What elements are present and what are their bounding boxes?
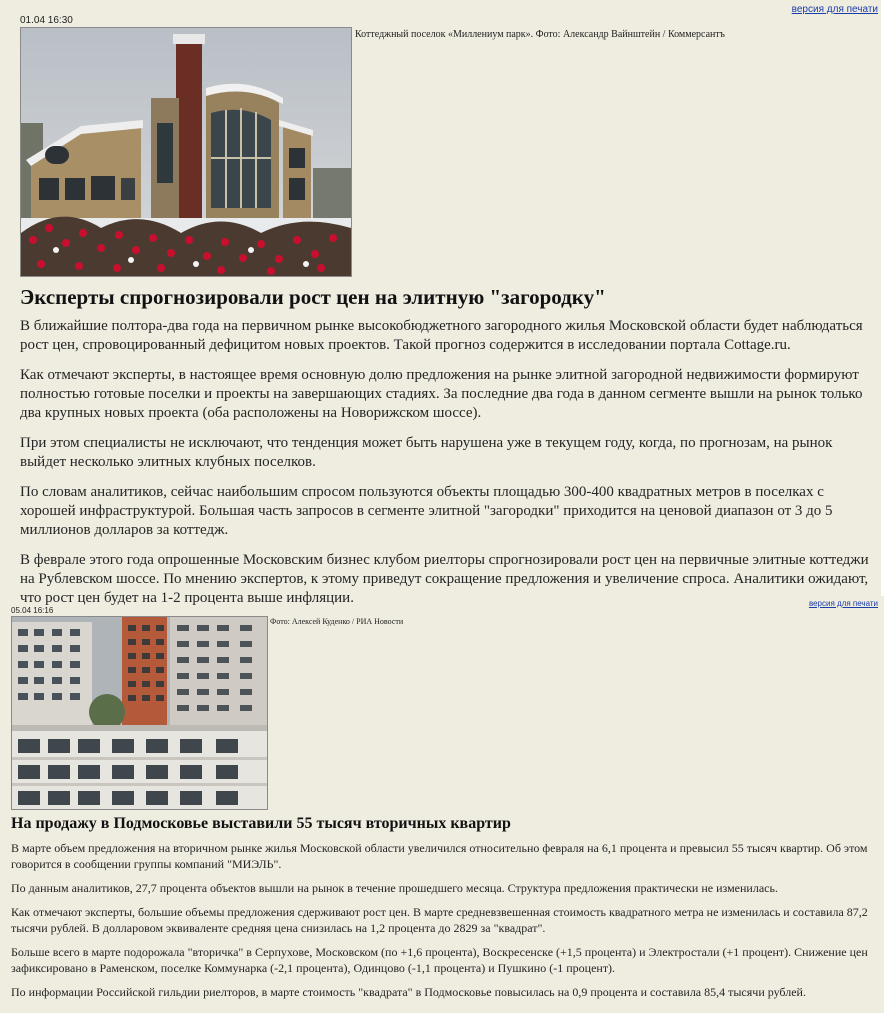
article-paragraph: В ближайшие полтора-два года на первичном рынке высокобюджетного загородного жилья Московской области будет наблюдаться рост цен, спровоцированный дефицитом новых проектов. Такой прогноз содержится в исследовании портала Cottage.ru. bbox=[20, 318, 863, 353]
print-version-link[interactable]: версия для печати bbox=[808, 599, 878, 608]
photo-caption: Коттеджный поселок «Миллениум парк». Фото: Александр Вайнштейн / Коммерсантъ bbox=[355, 29, 725, 40]
cottage-photo bbox=[20, 27, 352, 277]
article-timestamp: 05.04 16:16 bbox=[11, 606, 54, 615]
photo-caption: Фото: Алексей Куденко / РИА Новости bbox=[270, 617, 404, 626]
article-paragraph: По словам аналитиков, сейчас наибольшим спросом пользуются объекты площадью 300-400 квадратных метров в поселках с хорошей инфраструктурой. Большая часть запросов в сегменте элитной "загородки" приходится на ценовой диапазон от 3 до 5 миллионов долларов за коттедж. bbox=[20, 484, 833, 538]
article-paragraph: Как отмечают эксперты, большие объемы предложения сдерживают рост цен. В марте средневзвешенная стоимость квадратного метра не изменилась и составила 87,2 тысячи рублей. В долларовом эквиваленте средняя цена снизилась на 1,2 процента до 2829 за "квадрат". bbox=[11, 905, 868, 935]
article-headline: На продажу в Подмосковье выставили 55 тысяч вторичных квартир bbox=[11, 815, 511, 832]
article-paragraph: В марте объем предложения на вторичном рынке жилья Московской области увеличился относительно февраля на 6,1 процента и превысил 55 тысяч квартир. Об этом говорится в сообщении группы компаний "МИЭЛЬ". bbox=[11, 841, 868, 871]
print-version-link[interactable]: версия для печати bbox=[791, 4, 878, 15]
article-headline: Эксперты спрогнозировали рост цен на элитную "загородку" bbox=[20, 285, 606, 309]
apartment-buildings-photo bbox=[11, 616, 268, 810]
article-paragraph: По данным аналитиков, 27,7 процента объектов вышли на рынок в течение прошедшего месяца. Структура предложения практически не изменилась. bbox=[11, 881, 778, 895]
article bbox=[20, 284, 876, 619]
article-paragraph: При этом специалисты не исключают, что тенденция может быть нарушена уже в текущем году, когда, по прогнозам, на рынок выйдет несколько элитных клубных поселков. bbox=[20, 435, 833, 470]
article-paragraph: В феврале этого года опрошенные Московским бизнес клубом риелторы спрогнозировали рост цен на первичные элитные коттеджи на Рублевском шоссе. По мнению экспертов, к этому приведут сокращение предложения и увеличение спроса. Аналитики ожидают, что рост цен будет на 1-2 процента выше инфляции. bbox=[20, 552, 869, 606]
article bbox=[11, 814, 877, 1008]
article-paragraph: Как отмечают эксперты, в настоящее время основную долю предложения на рынке элитной загородной недвижимости формируют полностью готовые поселки и проекты на завершающих стадиях. За последние два года в данном сегменте вышли на рынок только два крупных новых проекта (оба расположены на Новорижском шоссе). bbox=[20, 367, 863, 421]
article-paragraph: Больше всего в марте подорожала "вторичка" в Серпухове, Московском (по +1,6 процента), Воскресенске (+1,5 процента) и Электростали (+1 процент). Снижение цен зафиксировано в Раменском, поселке Коммунарка (-2,1 процента), Одинцово (-1,1 процента) и Пушкино (-1 процент). bbox=[11, 945, 868, 975]
article-paragraph: По информации Российской гильдии риелторов, в марте стоимость "квадрата" в Подмосковье повысилась на 0,9 процента и составила 85,4 тысячи рублей. bbox=[11, 985, 806, 999]
article-timestamp: 01.04 16:30 bbox=[20, 15, 73, 26]
